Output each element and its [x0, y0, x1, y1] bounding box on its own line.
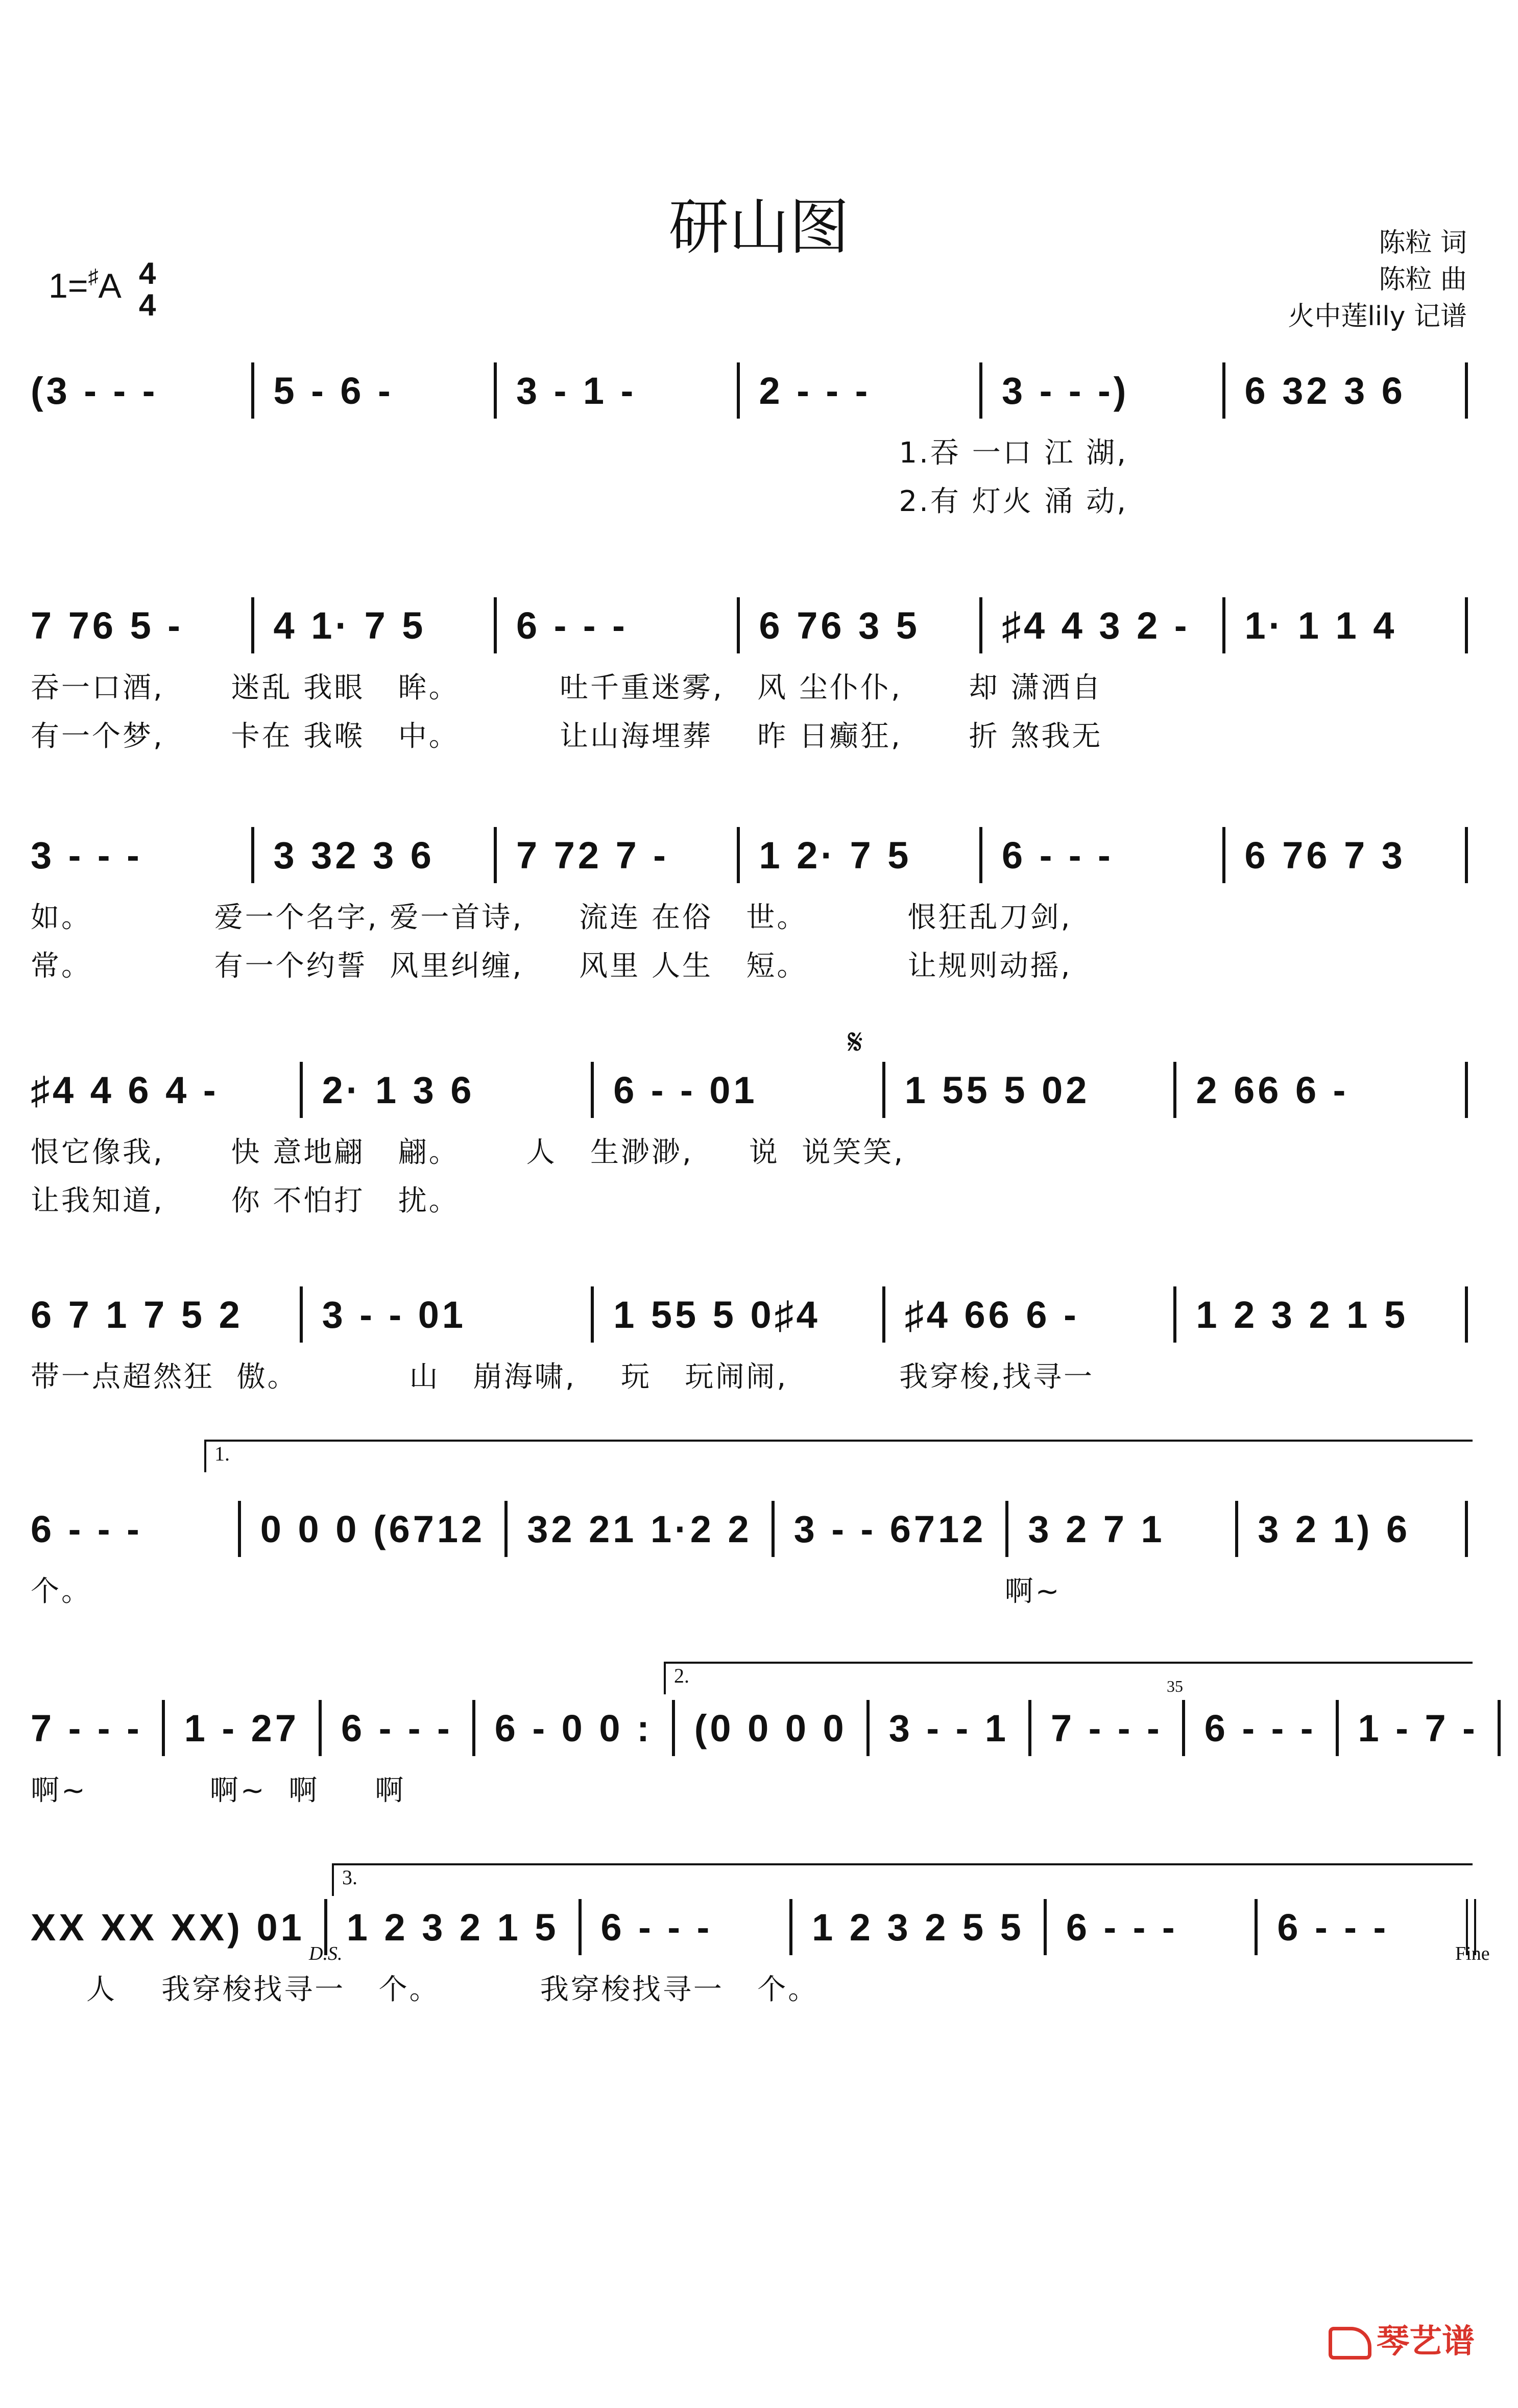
barline: [1028, 1700, 1031, 1756]
barline: [162, 1700, 165, 1756]
score-system: [31, 1889, 1487, 2014]
measure: 0 0 0 (6712: [260, 1507, 486, 1550]
measure: 6 76 7 3: [1244, 834, 1406, 877]
measure: 1 2 3 2 1 5: [1196, 1293, 1409, 1336]
barline: [737, 827, 740, 883]
volta-2: 2.: [664, 1662, 1473, 1694]
measure: 3 - - -: [31, 834, 142, 877]
site-logo: 琴艺谱: [1329, 2315, 1475, 2362]
lyric-line: 1.吞 一口 江 湖,: [31, 436, 1128, 470]
measure: 6 - - -: [600, 1906, 713, 1949]
measure: 5 - 6 -: [273, 369, 394, 412]
measure: 6 7 1 7 5 2: [31, 1293, 243, 1336]
fine-mark: Fine: [1455, 1943, 1490, 1964]
ds-mark: D.S.: [309, 1943, 343, 1964]
lyric-line: 个。 啊~: [31, 1575, 1062, 1608]
measure: 2 66 6 -: [1196, 1068, 1349, 1111]
barline: [979, 597, 982, 653]
notes-row: [31, 1690, 1487, 1766]
key-signature: 1=♯A: [49, 265, 122, 305]
measure: 6 - - -: [1204, 1707, 1316, 1749]
measure: 1 2 3 2 1 5: [346, 1906, 559, 1949]
notes-row: [31, 817, 1487, 893]
measure: 3 2 1) 6: [1258, 1507, 1411, 1550]
barline: [1465, 827, 1468, 883]
barline: [251, 827, 254, 883]
measure: 1 55 5 02: [904, 1068, 1090, 1111]
measure: 3 32 3 6: [273, 834, 435, 877]
measure: (3 - - -: [31, 369, 158, 412]
barline: [251, 362, 254, 419]
measure: 6 - 0 0 :: [494, 1707, 653, 1749]
lyric-line: 啊~ 啊~ 啊 啊: [31, 1774, 406, 1807]
score-system: [31, 587, 1487, 761]
barline: [1235, 1501, 1238, 1557]
barline: [1222, 827, 1225, 883]
barline: [772, 1501, 775, 1557]
barline: [866, 1700, 870, 1756]
barline: [1182, 1700, 1185, 1756]
lyric-line: 如。 爱一个名字, 爱一首诗, 流连 在俗 世。 恨狂乱刀剑,: [31, 901, 1072, 934]
measure: 7 - - -: [1051, 1707, 1163, 1749]
measure: 6 32 3 6: [1244, 369, 1406, 412]
score-system: [31, 1690, 1487, 1815]
measure: 3 - - 1: [888, 1707, 1009, 1749]
measure: ♯4 4 6 4 -: [31, 1068, 219, 1111]
barline: [1044, 1899, 1047, 1955]
notes-row: [31, 1889, 1487, 1965]
measure: 32 21 1·2 2: [527, 1507, 752, 1550]
logo-icon: [1329, 2327, 1371, 2360]
measure: 4 1· 7 5: [273, 604, 426, 647]
measure: 1 - 27: [184, 1707, 299, 1749]
measure: 2· 1 3 6: [322, 1068, 475, 1111]
score-system: [31, 817, 1487, 990]
score-system: [31, 1491, 1487, 1616]
volta-3: 3.: [332, 1863, 1473, 1896]
barline: [979, 362, 982, 419]
time-signature: 4 4: [139, 256, 156, 322]
barline: [1173, 1286, 1176, 1343]
barline: [882, 1062, 885, 1118]
score-system: [31, 1276, 1487, 1401]
measure: 6 - - -: [341, 1707, 453, 1749]
measure: 6 - - -: [516, 604, 628, 647]
barline: [1222, 597, 1225, 653]
measure: 6 76 3 5: [759, 604, 920, 647]
barline: [737, 597, 740, 653]
barline: [251, 597, 254, 653]
lyricist-credit: 陈粒 词: [1379, 228, 1467, 258]
barline: [979, 827, 982, 883]
barline: [472, 1700, 475, 1756]
measure: 6 - - -: [31, 1507, 142, 1550]
barline: [789, 1899, 792, 1955]
measure: ♯4 4 3 2 -: [1002, 604, 1190, 647]
measure: 7 76 5 -: [31, 604, 183, 647]
measure: (0 0 0 0: [694, 1707, 847, 1749]
barline: [1465, 597, 1468, 653]
barline: [1465, 1062, 1468, 1118]
barline: [319, 1700, 322, 1756]
measure: 3 - - -): [1002, 369, 1129, 412]
measure: 7 - - -: [31, 1707, 142, 1749]
barline: [300, 1062, 303, 1118]
measure: 1 55 5 0♯4: [613, 1293, 821, 1336]
barline: [1005, 1501, 1008, 1557]
barline: [494, 827, 497, 883]
notes-row: [31, 1491, 1487, 1567]
lyric-line: 让我知道, 你 不怕打 扰。: [31, 1184, 460, 1218]
lyric-line: 人 我穿梭找寻一 个。 我穿梭找寻一 个。: [31, 1973, 819, 2006]
barline: [737, 362, 740, 419]
barline: [300, 1286, 303, 1343]
score-system: [31, 352, 1487, 526]
lyric-line: 有一个梦, 卡在 我喉 中。 让山海埋葬 昨 日癫狂, 折 煞我无: [31, 720, 1103, 753]
notes-row: [31, 587, 1487, 664]
volta-1: 1.: [204, 1440, 1473, 1472]
measure: 6 - - 01: [613, 1068, 758, 1111]
song-title: 研山图: [668, 192, 850, 262]
measure: ♯4 66 6 -: [904, 1293, 1079, 1336]
barline: [504, 1501, 508, 1557]
barline: [1465, 1501, 1468, 1557]
lyric-line: 恨它像我, 快 意地翩 翩。 人 生渺渺, 说 说笑笑,: [31, 1136, 905, 1169]
measure: 3 - 1 -: [516, 369, 637, 412]
measure: 6 - - -: [1066, 1906, 1178, 1949]
barline: [591, 1286, 594, 1343]
measure: 6 - - -: [1002, 834, 1114, 877]
notes-row: [31, 1052, 1487, 1128]
barline: [882, 1286, 885, 1343]
barline: [1465, 362, 1468, 419]
measure: 1· 1 1 4: [1244, 604, 1397, 647]
notes-row: [31, 1276, 1487, 1353]
barline: [579, 1899, 582, 1955]
measure: 6 - - -: [1277, 1906, 1389, 1949]
grace-note: 35: [1167, 1677, 1183, 1695]
lyric-line: 2.有 灯火 涌 动,: [31, 485, 1128, 518]
barline: [1336, 1700, 1339, 1756]
barline: [494, 362, 497, 419]
measure: 1 2· 7 5: [759, 834, 912, 877]
barline: [1255, 1899, 1258, 1955]
credits: [1288, 225, 1467, 335]
measure: 1 2 3 2 5 5: [812, 1906, 1024, 1949]
barline: [238, 1501, 241, 1557]
barline: [494, 597, 497, 653]
composer-credit: 陈粒 曲: [1379, 264, 1467, 295]
measure: 3 - - 01: [322, 1293, 467, 1336]
measure: 2 - - -: [759, 369, 871, 412]
measure: 3 - - 6712: [793, 1507, 986, 1550]
measure: XX XX XX) 01: [31, 1906, 305, 1949]
barline: [1173, 1062, 1176, 1118]
score-system: [31, 1052, 1487, 1225]
barline: [1465, 1286, 1468, 1343]
measure: 1 - 7 -: [1358, 1707, 1478, 1749]
measure: 3 2 7 1: [1028, 1507, 1165, 1550]
lyric-line: 带一点超然狂 傲。 山 崩海啸, 玩 玩闹闹, 我穿梭,找寻一: [31, 1360, 1095, 1394]
segno-sign: 𝄋: [848, 1021, 863, 1063]
notes-row: [31, 352, 1487, 429]
lyric-line: 吞一口酒, 迷乱 我眼 眸。 吐千重迷雾, 风 尘仆仆, 却 潇洒自: [31, 671, 1103, 704]
transcriber-credit: 火中莲lily 记谱: [1288, 301, 1467, 332]
barline: [1222, 362, 1225, 419]
measure: 7 72 7 -: [516, 834, 669, 877]
lyric-line: 常。 有一个约誓 风里纠缠, 风里 人生 短。 让规则动摇,: [31, 950, 1072, 983]
barline: [591, 1062, 594, 1118]
barline: [672, 1700, 675, 1756]
barline: [1498, 1700, 1501, 1756]
